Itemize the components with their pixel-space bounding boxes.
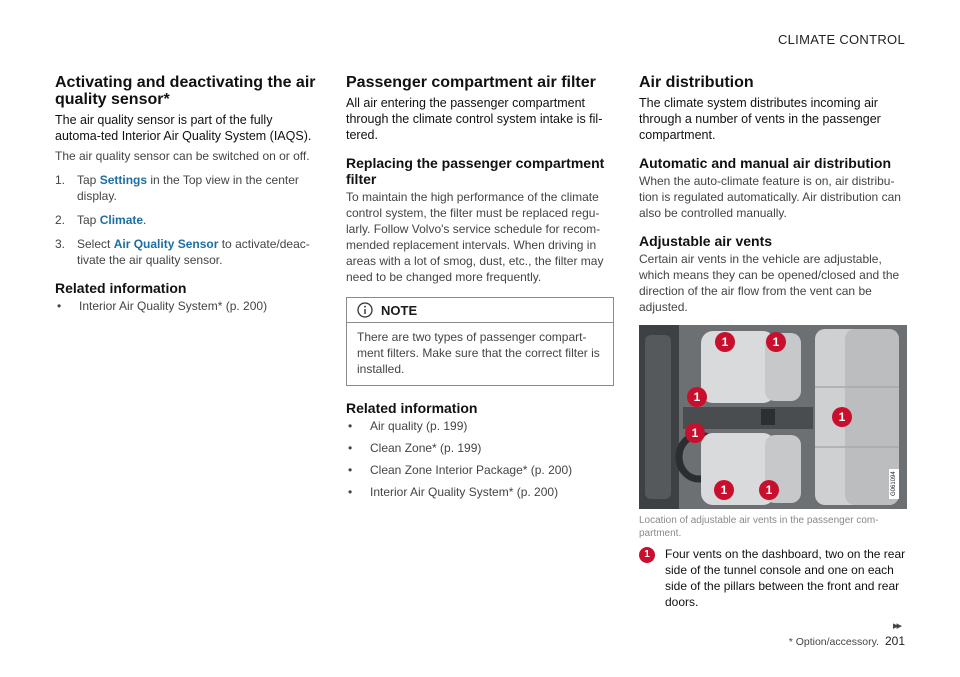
related-list: [55, 298, 320, 314]
page-footer: [789, 634, 905, 648]
info-icon: [357, 302, 373, 318]
footnote: * Option/accessory.: [788, 636, 879, 648]
column-air-quality-sensor: [55, 74, 320, 320]
step-item: 3. Select Air Quality Sensor to activate/deac-tivate the air quality sensor.: [55, 237, 310, 267]
column-air-distribution: [639, 74, 907, 610]
callout-vent: 1: [832, 407, 852, 427]
body-paragraph: To maintain the high performance of the climate control system, the filter must be replaced regu-larly. Follow Volvo's service schedule for recom-mended replacement intervals. When driving in areas with a lot of smog, dust, etc., the filter may need to be changed more frequently.: [346, 190, 604, 284]
ui-term: Settings: [99, 173, 148, 187]
ui-term: Climate: [99, 213, 144, 227]
subheading-auto-manual: Automatic and manual air distribution: [639, 155, 892, 171]
callout-vent: 1: [685, 423, 705, 443]
step-item: 1. Tap Settings in the Top view in the center display.: [55, 173, 299, 203]
related-list: [346, 418, 614, 500]
lead-paragraph: The air quality sensor is part of the fully automa-ted Interior Air Quality System (IAQS).: [55, 113, 312, 143]
related-heading: Related information: [55, 280, 187, 296]
heading-air-distribution: Air distribution: [639, 74, 754, 91]
figure-code: G061094: [889, 469, 899, 499]
note-text: There are two types of passenger compart-ment filters. Make sure that the correct filter is installed.: [357, 330, 600, 376]
callout-vent: 1: [687, 387, 707, 407]
body-paragraph: When the auto-climate feature is on, air distribu-tion is regulated automatically. Air distribution can also be controlled manually.: [639, 174, 901, 220]
lead-paragraph: All air entering the passenger compartment through the climate control system intake is fil-tered.: [346, 96, 603, 142]
note-title: NOTE: [381, 302, 418, 318]
callout-vent: 1: [714, 480, 734, 500]
legend-text: Four vents on the dashboard, two on the rear side of the tunnel console and one on each side of the pillars between the front and rear doors.: [665, 547, 906, 609]
callout-vent: 1: [766, 332, 786, 352]
figure-caption: Location of adjustable air vents in the passenger com-partment.: [639, 515, 879, 539]
note-box: [346, 297, 614, 386]
legend-marker: 1: [639, 547, 655, 563]
ui-term: Air Quality Sensor: [113, 237, 219, 251]
related-link[interactable]: • Air quality (p. 199): [348, 419, 468, 433]
lead-paragraph: The climate system distributes incoming air through a number of vents in the passenger compartment.: [639, 96, 881, 142]
heading-air-filter: Passenger compartment air filter: [346, 74, 596, 91]
cabin-vents-illustration: [639, 325, 907, 509]
section-title: CLIMATE CONTROL: [777, 32, 905, 47]
subheading-replacing-filter: Replacing the passenger compartment filter: [346, 155, 605, 187]
step-item: 2. Tap Climate.: [55, 213, 147, 227]
related-link[interactable]: • Interior Air Quality System* (p. 200): [348, 485, 559, 499]
callout-vent: 1: [759, 480, 779, 500]
subheading-adjustable-vents: Adjustable air vents: [639, 233, 773, 249]
body-paragraph: The air quality sensor can be switched on or off.: [55, 149, 310, 163]
figure-legend: [639, 546, 907, 610]
related-link[interactable]: • Clean Zone Interior Package* (p. 200): [348, 463, 573, 477]
related-heading: Related information: [346, 400, 478, 416]
column-air-filter: [346, 74, 614, 506]
steps-list: [55, 172, 320, 268]
body-paragraph: Certain air vents in the vehicle are adjustable, which means they can be opened/closed and the direction of the air flow from the vent can be adjusted.: [639, 252, 900, 314]
next-page-arrow-icon[interactable]: ▸▸: [892, 620, 900, 632]
related-link[interactable]: • Clean Zone* (p. 199): [348, 441, 482, 455]
related-link[interactable]: • Interior Air Quality System* (p. 200): [57, 299, 268, 313]
page-number: 201: [884, 634, 905, 648]
heading-air-quality-sensor: Activating and deactivating the air quality sensor*: [55, 74, 316, 108]
callout-vent: 1: [715, 332, 735, 352]
